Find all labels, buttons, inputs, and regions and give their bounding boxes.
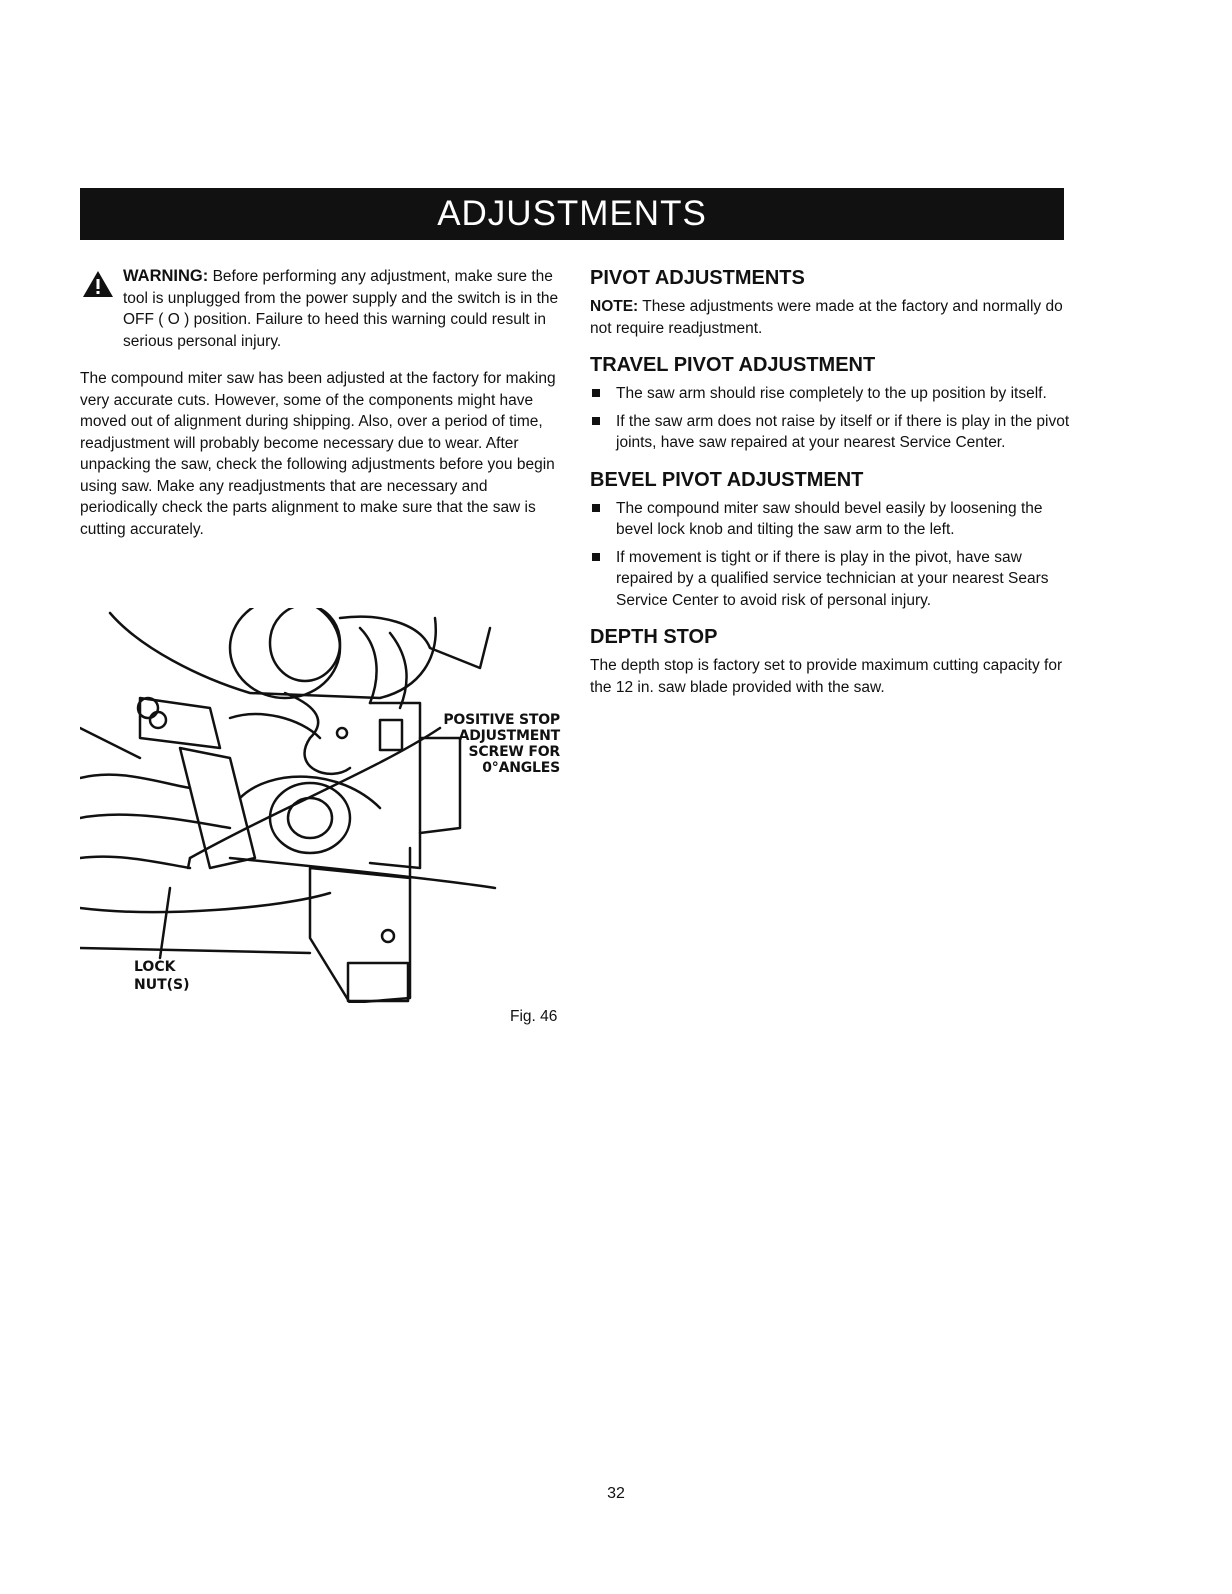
warning-triangle-icon (82, 270, 114, 298)
figure-46 (80, 608, 560, 1003)
intro-paragraph: The compound miter saw has been adjusted at the factory for making very accurate cuts. However, some of the components might have moved out of alignment during shipping. Also, over a period of time, readjustment will probably become necessary due to wear. After unpacking the saw, check the following adjustments before you begin using saw. Make any readjustments that are necessary and periodically check the parts alignment to make sure that the saw is cutting accurately. (80, 370, 556, 538)
right-column (590, 266, 1070, 698)
callout-positive-stop (430, 712, 560, 776)
list-item: The compound miter saw should bevel easily by loosening the bevel lock knob and tilting the saw arm to the left. (590, 498, 1070, 541)
travel-pivot-heading: TRAVEL PIVOT ADJUSTMENT (590, 354, 876, 376)
callout-lock-nut (134, 958, 234, 994)
callout-line: SCREW FOR (468, 744, 560, 760)
note-label: NOTE: (590, 298, 639, 315)
callout-line: NUT(S) (134, 977, 190, 993)
figure-caption: Fig. 46 (510, 1008, 558, 1025)
callout-line: POSITIVE STOP (443, 712, 560, 728)
travel-pivot-list (590, 383, 1070, 454)
list-item: If the saw arm does not raise by itself or if there is play in the pivot joints, have saw repaired at your nearest Service Center. (590, 411, 1070, 454)
page-banner: ADJUSTMENTS (80, 188, 1064, 240)
depth-stop-text: The depth stop is factory set to provide maximum cutting capacity for the 12 in. saw blade provided with the saw. (590, 657, 1063, 696)
list-item: The saw arm should rise completely to the up position by itself. (590, 383, 1070, 405)
page-number: 32 (607, 1485, 625, 1502)
bevel-pivot-heading: BEVEL PIVOT ADJUSTMENT (590, 468, 864, 491)
warning-text: Before performing any adjustment, make sure the tool is unplugged from the power supply and the switch is in the OFF ( O ) position. Failure to heed this warning could result in serious personal injury. (123, 268, 559, 350)
miter-saw-illustration (80, 608, 560, 1003)
pivot-note (590, 296, 1070, 339)
warning-label: WARNING: (123, 267, 209, 285)
warning-block (80, 266, 560, 352)
callout-line: LOCK (134, 959, 176, 975)
callout-line: 0°ANGLES (482, 760, 560, 776)
depth-stop-heading: DEPTH STOP (590, 626, 718, 648)
left-column (80, 266, 560, 540)
note-text: These adjustments were made at the factory and normally do not require readjustment. (590, 298, 1063, 337)
callout-line: ADJUSTMENT (458, 728, 560, 744)
list-item: If movement is tight or if there is play in the pivot, have saw repaired by a qualified service technician at your nearest Sears Service Center to avoid risk of personal injury. (590, 547, 1070, 612)
pivot-heading: PIVOT ADJUSTMENTS (590, 267, 805, 289)
bevel-pivot-list (590, 498, 1070, 612)
